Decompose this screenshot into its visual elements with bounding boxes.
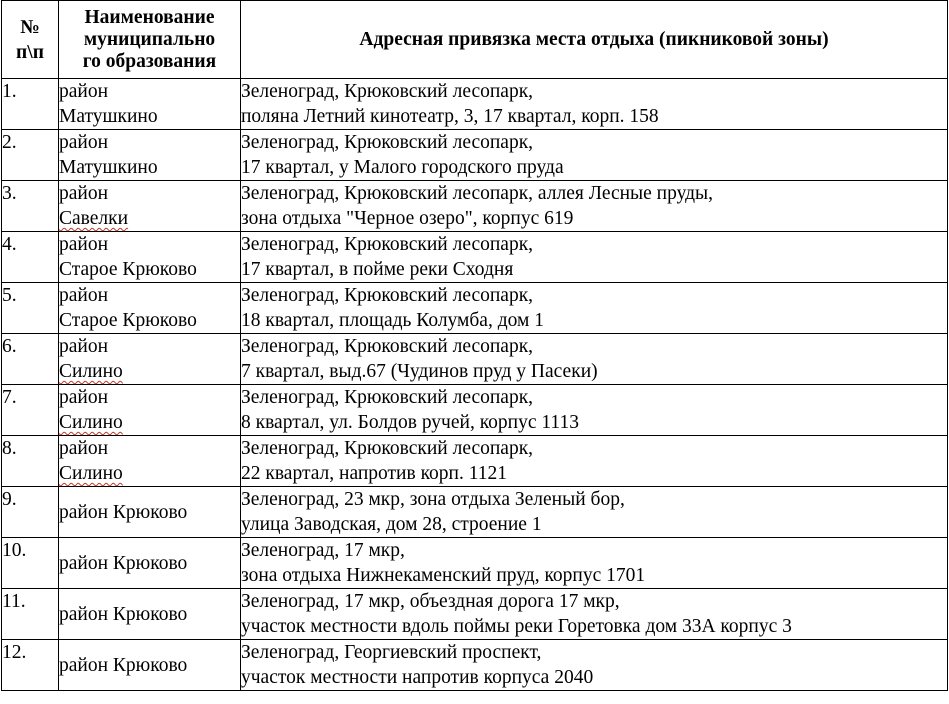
table-row xyxy=(2,79,948,130)
row-number: 2. xyxy=(2,130,59,181)
row-address xyxy=(241,181,948,232)
address-line: улица Заводская, дом 28, строение 1 xyxy=(241,514,542,535)
address-line: Зеленоград, Крюковский лесопарк, аллея Лесные пруды, xyxy=(241,183,714,204)
spellcheck-underline: Силино xyxy=(59,463,123,484)
municipality-line: район xyxy=(59,438,109,459)
row-address xyxy=(241,385,948,436)
header-number-line: № xyxy=(20,16,40,38)
address-line: 17 квартал, у Малого городского пруда xyxy=(241,157,564,178)
address-line: 8 квартал, ул. Болдов ручей, корпус 1113 xyxy=(241,412,579,433)
row-address xyxy=(241,538,948,589)
row-address xyxy=(241,232,948,283)
header-municipality-line: Наименование xyxy=(84,6,215,28)
row-number: 4. xyxy=(2,232,59,283)
municipality-line: район xyxy=(59,234,109,255)
table-row xyxy=(2,385,948,436)
row-address xyxy=(241,79,948,130)
municipality-line: район xyxy=(59,285,109,306)
table-row xyxy=(2,283,948,334)
address-line: Зеленоград, 17 мкр, объездная дорога 17 мкр, xyxy=(241,591,620,612)
municipality-line xyxy=(59,206,240,231)
table-row xyxy=(2,334,948,385)
table-row xyxy=(2,640,948,691)
address-line: 18 квартал, площадь Колумба, дом 1 xyxy=(241,310,544,331)
row-number: 7. xyxy=(2,385,59,436)
address-line: Зеленоград, Крюковский лесопарк, xyxy=(241,336,534,357)
row-address xyxy=(241,436,948,487)
table-row xyxy=(2,487,948,538)
municipality-line: Матушкино xyxy=(59,157,158,178)
table-row xyxy=(2,232,948,283)
row-municipality xyxy=(59,79,241,130)
address-line: зона отдыха Нижнекаменский пруд, корпус 1701 xyxy=(241,565,646,586)
address-line: 17 квартал, в пойме реки Сходня xyxy=(241,259,514,280)
municipality-line: район xyxy=(59,183,109,204)
row-number: 5. xyxy=(2,283,59,334)
address-line: Зеленоград, 17 мкр, xyxy=(241,540,405,561)
municipality-line: Матушкино xyxy=(59,106,158,127)
header-number-line: п\п xyxy=(16,41,44,63)
address-line: Зеленоград, Крюковский лесопарк, xyxy=(241,438,534,459)
spellcheck-underline: Силино xyxy=(59,361,123,382)
row-municipality: район Крюково xyxy=(59,538,241,589)
row-address xyxy=(241,589,948,640)
municipality-line: район xyxy=(59,387,109,408)
row-number: 1. xyxy=(2,79,59,130)
row-municipality xyxy=(59,334,241,385)
header-municipality-line: го образования xyxy=(82,50,217,72)
row-municipality xyxy=(59,436,241,487)
address-line: Зеленоград, Крюковский лесопарк, xyxy=(241,132,534,153)
municipality-line: район xyxy=(59,336,109,357)
address-line: 7 квартал, выд.67 (Чудинов пруд у Пасеки) xyxy=(241,361,598,382)
municipality-line: Старое Крюково xyxy=(59,310,197,331)
address-line: Зеленоград, Георгиевский проспект, xyxy=(241,642,542,663)
row-number: 8. xyxy=(2,436,59,487)
row-municipality xyxy=(59,283,241,334)
row-address xyxy=(241,334,948,385)
municipality-line: район xyxy=(59,81,109,102)
row-address xyxy=(241,283,948,334)
header-municipality-line: муниципально xyxy=(83,28,216,50)
row-number: 10. xyxy=(2,538,59,589)
table-row xyxy=(2,589,948,640)
row-municipality xyxy=(59,232,241,283)
row-municipality: район Крюково xyxy=(59,589,241,640)
row-number: 6. xyxy=(2,334,59,385)
address-line: Зеленоград, Крюковский лесопарк, xyxy=(241,387,534,408)
address-line: Зеленоград, 23 мкр, зона отдыха Зеленый бор, xyxy=(241,489,625,510)
address-line: 22 квартал, напротив корп. 1121 xyxy=(241,463,508,484)
row-number: 9. xyxy=(2,487,59,538)
address-line: Зеленоград, Крюковский лесопарк, xyxy=(241,285,534,306)
municipality-line: Старое Крюково xyxy=(59,259,197,280)
row-municipality: район Крюково xyxy=(59,487,241,538)
municipality-line xyxy=(59,461,240,486)
row-municipality xyxy=(59,130,241,181)
address-line: участок местности напротив корпуса 2040 xyxy=(241,667,594,688)
address-line: Зеленоград, Крюковский лесопарк, xyxy=(241,234,534,255)
table-header-row xyxy=(2,1,948,79)
row-address xyxy=(241,640,948,691)
picnic-zones-table xyxy=(1,0,948,691)
header-address: Адресная привязка места отдыха (пикниковой зоны) xyxy=(241,1,948,79)
table-row xyxy=(2,538,948,589)
header-number xyxy=(2,1,59,79)
row-address xyxy=(241,130,948,181)
row-number: 3. xyxy=(2,181,59,232)
row-address xyxy=(241,487,948,538)
row-municipality xyxy=(59,385,241,436)
address-line: поляна Летний кинотеатр, 3, 17 квартал, корп. 158 xyxy=(241,106,659,127)
spellcheck-underline: Савелки xyxy=(59,208,129,229)
header-municipality xyxy=(59,1,241,79)
address-line: Зеленоград, Крюковский лесопарк, xyxy=(241,81,534,102)
address-line: участок местности вдоль поймы реки Горетовка дом 33А корпус 3 xyxy=(241,616,792,637)
row-municipality: район Крюково xyxy=(59,640,241,691)
municipality-line: район xyxy=(59,132,109,153)
address-line: зона отдыха "Черное озеро", корпус 619 xyxy=(241,208,574,229)
table-row xyxy=(2,130,948,181)
table-row xyxy=(2,181,948,232)
row-municipality xyxy=(59,181,241,232)
municipality-line xyxy=(59,359,240,384)
municipality-line xyxy=(59,410,240,435)
table-row xyxy=(2,436,948,487)
row-number: 12. xyxy=(2,640,59,691)
spellcheck-underline: Силино xyxy=(59,412,123,433)
row-number: 11. xyxy=(2,589,59,640)
